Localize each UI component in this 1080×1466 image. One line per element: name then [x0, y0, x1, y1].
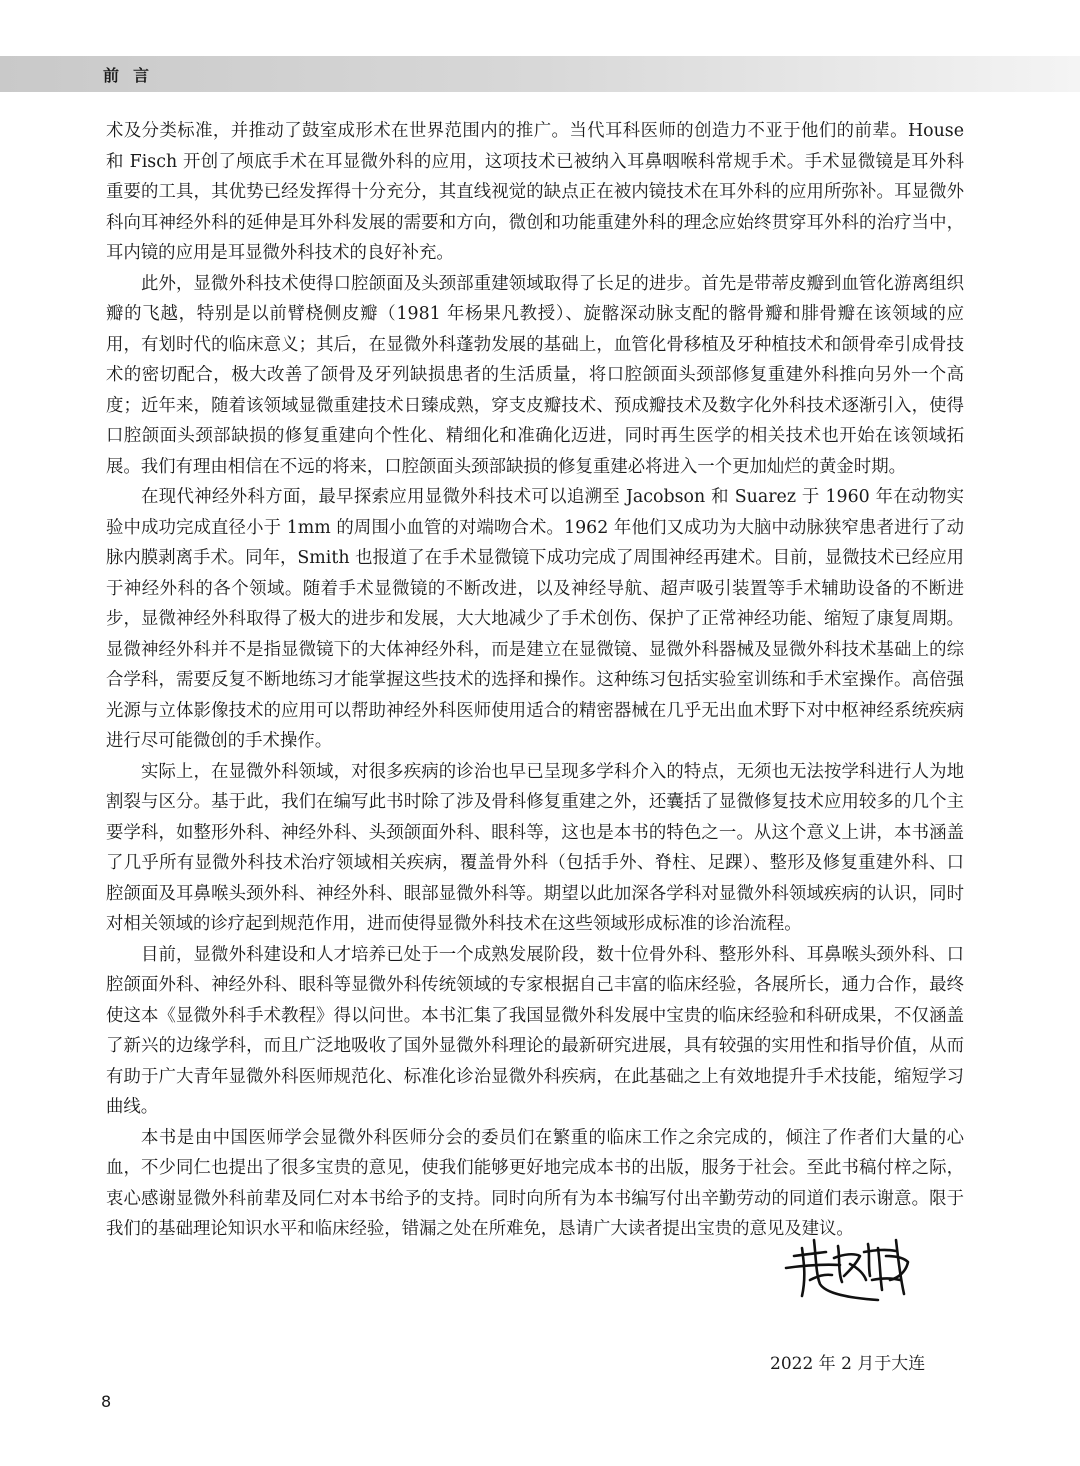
paragraph-1: 术及分类标准，并推动了鼓室成形术在世界范围内的推广。当代耳科医师的创造力不亚于他们的前辈。House 和 Fisch 开创了颅底手术在耳显微外科的应用，这项技术已被纳入耳鼻咽喉科常规手术。手术显微镜是耳外科重要的工具，其优势已经发挥得十分充分，其直线视觉的缺点正在被内镜技术在耳外科的应用所弥补。耳显微外科向耳神经外科的延伸是耳外科发展的需要和方向，微创和功能重建外科的理念应始终贯穿耳外科的治疗当中，耳内镜的应用是耳显微外科技术的良好补充。: [106, 121, 964, 263]
handwritten-signature: [780, 1218, 920, 1313]
paragraph-2: 此外，显微外科技术使得口腔颌面及头颈部重建领域取得了长足的进步。首先是带蒂皮瓣到血管化游离组织瓣的飞越，特别是以前臂桡侧皮瓣（1981 年杨果凡教授）、旋髂深动脉支配的髂骨瓣和腓骨瓣在该领域的应用，有划时代的临床意义；其后，在显微外科蓬勃发展的基础上，血管化骨移植及牙种植技术和颌骨牵引成骨技术的密切配合，极大改善了颌骨及牙列缺损患者的生活质量，将口腔颌面头颈部修复重建外科推向另外一个高度；近年来，随着该领域显微重建技术日臻成熟，穿支皮瓣技术、预成瓣技术及数字化外科技术逐渐引入，使得口腔颌面头颈部缺损的修复重建向个性化、精细化和准确化迈进，同时再生医学的相关技术也开始在该领域拓展。我们有理由相信在不远的将来，口腔颌面头颈部缺损的修复重建必将进入一个更加灿烂的黄金时期。: [106, 273, 964, 477]
paragraph-3: 在现代神经外科方面，最早探索应用显微外科技术可以追溯至 Jacobson 和 Suarez 于 1960 年在动物实验中成功完成直径小于 1mm 的周围小血管的对端吻合术。1962 年他们又成功为大脑中动脉狭窄患者进行了动脉内膜剥离手术。同年，Smith 也报道了在手术显微镜下成功完成了周围神经再建术。目前，显微技术已经应用于神经外科的各个领域。随着手术显微镜的不断改进，以及神经导航、超声吸引装置等手术辅助设备的不断进步，显微神经外科取得了极大的进步和发展，大大地减少了手术创伤、保护了正常神经功能、缩短了康复周期。显微神经外科并不是指显微镜下的大体神经外科，而是建立在显微镜、显微外科器械及显微外科技术基础上的综合学科，需要反复不断地练习才能掌握这些技术的选择和操作。这种练习包括实验室训练和手术室操作。高倍强光源与立体影像技术的应用可以帮助神经外科医师使用适合的精密器械在几乎无出血术野下对中枢神经系统疾病进行尽可能微创的手术操作。: [106, 487, 964, 751]
paragraph-4: 实际上，在显微外科领域，对很多疾病的诊治也早已呈现多学科介入的特点，无须也无法按学科进行人为地割裂与区分。基于此，我们在编写此书时除了涉及骨科修复重建之外，还囊括了显微修复技术应用较多的几个主要学科，如整形外科、神经外科、头颈颌面外科、眼科等，这也是本书的特色之一。从这个意义上讲，本书涵盖了几乎所有显微外科技术治疗领域相关疾病，覆盖骨外科（包括手外、脊柱、足踝）、整形及修复重建外科、口腔颌面及耳鼻喉头颈外科、神经外科、眼部显微外科等。期望以此加深各学科对显微外科领域疾病的认识，同时对相关领域的诊疗起到规范作用，进而使得显微外科技术在这些领域形成标准的诊治流程。: [106, 761, 964, 934]
body-text: [106, 116, 964, 1245]
date-place: 2022 年 2 月于大连: [770, 1354, 926, 1374]
paragraph-6: 本书是由中国医师学会显微外科医师分会的委员们在繁重的临床工作之余完成的，倾注了作者们大量的心血，不少同仁也提出了很多宝贵的意见，使我们能够更好地完成本书的出版，服务于社会。至此书稿付梓之际，衷心感谢显微外科前辈及同仁对本书给予的支持。同时向所有为本书编写付出辛勤劳动的同道们表示谢意。限于我们的基础理论知识水平和临床经验，错漏之处在所难免，恳请广大读者提出宝贵的意见及建议。: [106, 1127, 964, 1239]
page-number: 8: [101, 1392, 112, 1411]
paragraph-5: 目前，显微外科建设和人才培养已处于一个成熟发展阶段，数十位骨外科、整形外科、耳鼻喉头颈外科、口腔颌面外科、神经外科、眼科等显微外科传统领域的专家根据自己丰富的临床经验，各展所长，通力合作，最终使这本《显微外科手术教程》得以问世。本书汇集了我国显微外科发展中宝贵的临床经验和科研成果，不仅涵盖了新兴的边缘学科，而且广泛地吸收了国外显微外科理论的最新研究进展，具有较强的实用性和指导价值，从而有助于广大青年显微外科医师规范化、标准化诊治显微外科疾病，在此基础之上有效地提升手术技能，缩短学习曲线。: [106, 944, 964, 1117]
page-title: 前言: [103, 66, 164, 85]
